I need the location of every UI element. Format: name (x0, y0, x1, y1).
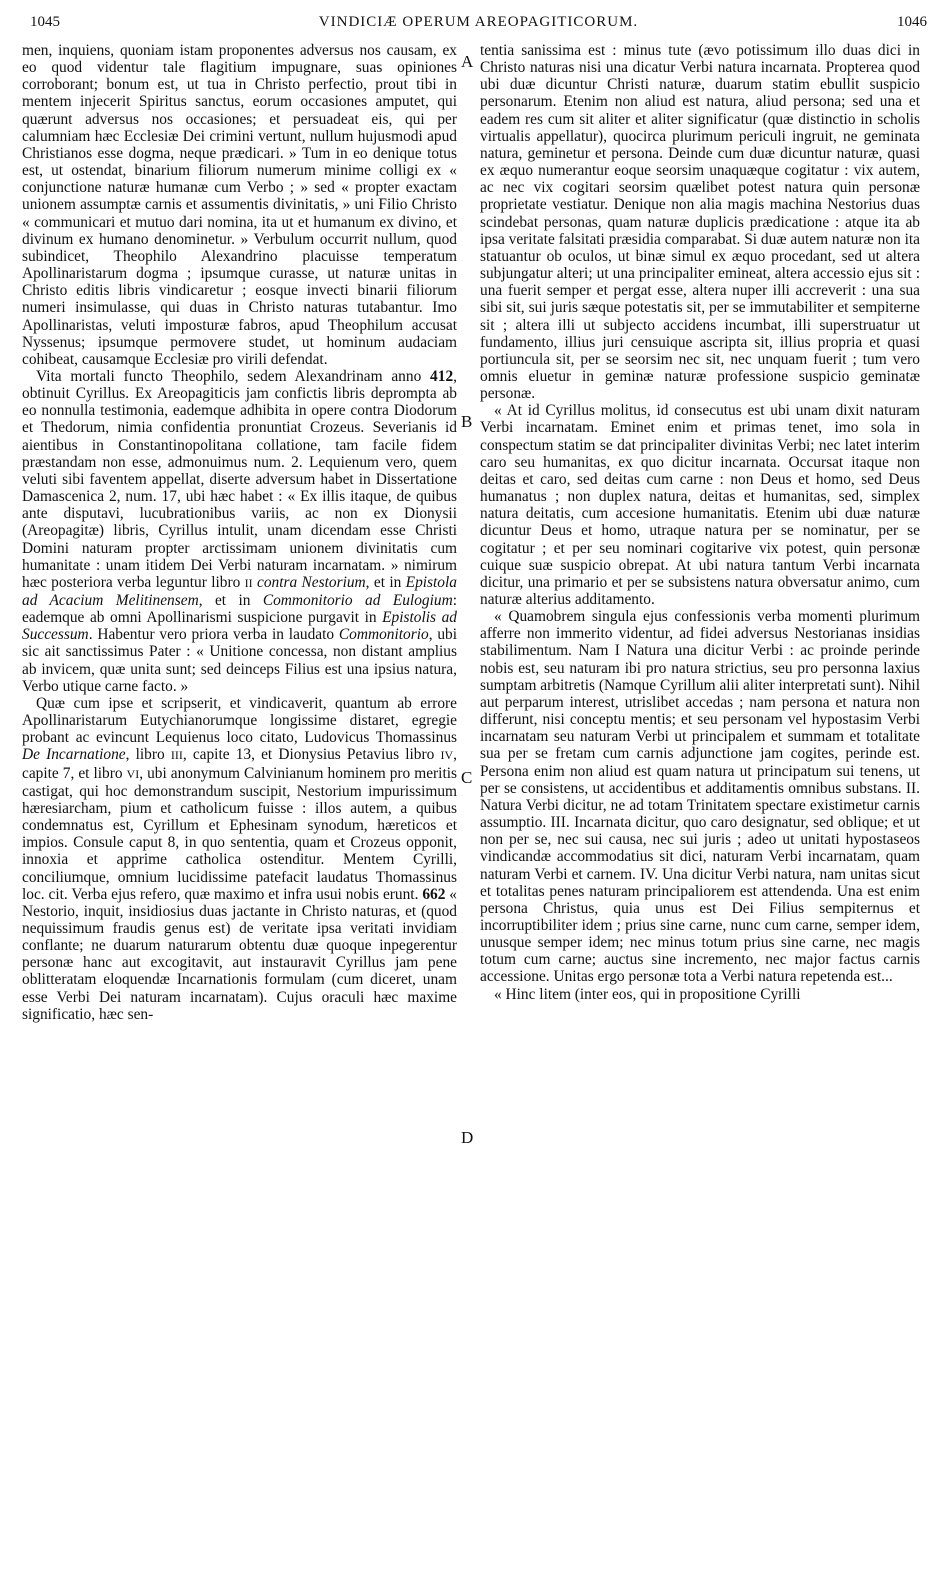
work-title: De Incarnatione (22, 746, 126, 764)
work-title: Commonitorio (338, 626, 429, 644)
left-paragraph-3: Quæ cum ipse et scripserit, et vindicaverit, quantum ab errore Apollinaristarum Eutychianorumque longissime distaret, egregie probant ac evincunt Lequienus loco citato, Ludovicus Thomassinus De Incarnatione, libro III, capite 13, et Dionysius Petavius libro IV, capite 7, et libro VI, ubi anonymum Calvinianum hominem pro meritis castigat, qui hoc demonstrandum suscipit, Nestorium impurissimum hæresiarcham, pium et catholicum fuisse : illos autem, a quibus condemnatus est, Cyrillum et Ephesinam synodum, hæreticos et impios. Consule caput 8, in quo sententia, quam et Crozeus opponit, innoxia et apprime catholica ostenditur. Mentem Cyrilli, conciliumque, omnium lucidissime patefacit laudatus Thomassinus loc. cit. Verba ejus refero, quæ maximo et infra usui nobis erunt. 662 « Nestorio, inquit, insidiosius duas jactante in Christo naturas, et (quod nequissimum fraudis genus est) de veritate ipsa veritati invidiam conflante; ne duarum naturarum obtentu duæ quoque inpegerentur personæ hanc aut excogitavit, aut instauravit Cyrillus jam pene oblitteratam eloquendæ Incarnationis formulam (cum diceret, unam esse Verbi Dei naturam incarnatam). Cujus oraculi hæc maxime significatio, hæc sen- (22, 694, 457, 1023)
right-paragraph-1: tentia sanissima est : minus tute (ævo potissimum illo duas dici in Christo naturas nisi una dicatur Verbi natura incarnata. Propterea quod ubi duæ dicuntur Christi naturæ, duarum statim ebullit suspicio personarum. Etenim non aliud est natura, aliud persona; sed una et eadem res cum sit aliter et aliter significatur (quæ distinctio in scholis virtualis appellatur), quocirca plurimum periculi ingruit, ne geminata natura, geminetur et persona. Deinde cum duæ dicuntur naturæ, quasi ex æquo numerantur eoque seorsim unaquæque cogitatur : vix autem, ac nec vix cogitari seorsim quælibet potest natura quin personæ proprietate vestiatur. Denique non alia magis machina Nestorius duas scindebat personas, quam naturæ duplicis prædicatione : atque ita ab ipsa veritate falsitati præsidia comparabat. Si duæ autem naturæ non ita statuantur ob oculos, ut binæ simul ex æquo procedant, sed ut altera subjungatur alteri; ut una principaliter emineat, altera accessio ejus sit : una fuerit semper et pergat esse, altera nuper illi accreverit : una sua sibi sit, sui juris sæque potestatis sit, per se immutabiliter et sempiterne sit ; altera illi ut subjecto accidens incumbat, illi superstruatur ut fundamento, illius juri censuique ascripta sit, illius propria et quasi portiuncula sit, per se seorsim nec sit, nec unquam fuerit ; tum vero omnis eluetur in geminæ naturæ professione suspicio geminatæ personæ. (480, 42, 920, 403)
work-title: Epistolis ad Successum (22, 609, 457, 644)
running-header (30, 14, 927, 36)
left-paragraph-2: Vita mortali functo Theophilo, sedem Alexandrinam anno 412, obtinuit Cyrillus. Ex Areopagiticis jam confictis libris deprompta ab eo nonnulla testimonia, eademque adhibita in opere contra Diodorum et Thedorum, nimia confidentia pronuntiat Crozeus. Severianis id aientibus in Constantinopolitana collatione, tam facile fidem præstandam non esse, admonuimus num. 2. Lequienum vero, quem veluti sibi faventem appellat, diserte adversum habet in Dissertatione Damascenica 2, num. 17, ubi hæc habet : « Ex illis itaque, de quibus ante disputavi, lucubrationibus variis, ac non ex Dionysii (Areopagitæ) libris, Cyrillus intulit, unam dicendam esse Christi Domini naturam propter arctissimam unionem divinitatis cum humanitate : unam itidem Dei Verbi naturam incarnatam. » nimirum hæc posteriora verba leguntur libro II contra Nestorium, et in Epistola ad Acacium Melitinensem, et in Commonitorio ad Eulogium: eademque ab omni Apollinarismi suspicione purgavit in Epistolis ad Successum. Habentur vero priora verba in laudato Commonitorio, ubi sic ait sanctissimus Pater : « Unitione concessa, non distant amplius ab invicem, quæ unita sunt; sed deinceps Filius est una ipsius natura, Verbo utique carne facto. » (22, 367, 457, 695)
margin-letter-c: C (461, 768, 473, 787)
work-title: Commonitorio ad Eulogium (262, 592, 453, 609)
margin-letter-b: B (461, 412, 473, 431)
work-title: contra Nestorium (257, 573, 366, 591)
running-title: VINDICIÆ OPERUM AREOPAGITICORUM. (318, 14, 639, 30)
left-paragraph-1: men, inquiens, quoniam istam proponentes adversus nos causam, ex eo quod videntur tale flagitium impugnare, suas opiniones corroborant; bonum est, ut tua in Christo perfectio, prout tibi in mentem injecerit Spiritus sanctus, eorum occasiones amputet, qui quærunt adversus nos occasiones; et persuadeat eis, qui per calumniam hæc Ecclesiæ Dei crimini vertunt, nullum hujusmodi apud Christianos esse dogma, neque prædicari. » Tum in eo denique totus est, ut ostendat, binarium filiorum numerum minime colligi ex « conjunctione naturæ humanæ cum Verbo ; » sed « propter exactam unionem assumptæ carnis et assumentis divinitatis, » uni Filio Christo « communicari et mutuo dari nomina, ita ut et humanum ex divino, et divinum ex humano denominetur. » Verbulum occurrit nullum, quod subindicet, Theophilo Alexandrino placuisse temperatum Apollinaristarum dogma ; ipsumque curasse, ut naturæ unitas in Christo editis libris vindicaretur ; eosque invecti binarii filiorum numeri insimulasse, qui duas in Christo naturas tutabantur. Imo Apollinaristas, veluti imposturæ fabros, apud Theophilum accusat Nyssenus; ipsumque permovere studet, ut hominum audaciam cohibeat, causamque Ecclesiæ pro virili defendat. (22, 42, 457, 368)
column-number: 662 (422, 885, 446, 903)
margin-letter-d: D (461, 1128, 474, 1147)
right-page-number: 1046 (897, 14, 927, 30)
work-title: Epistola ad Acacium Melitinensem (22, 573, 457, 609)
left-column (22, 42, 457, 1023)
year: 412 (430, 367, 454, 385)
right-paragraph-4: « Hinc litem (inter eos, qui in propositione Cyrilli (494, 985, 801, 1003)
left-page-number: 1045 (30, 14, 60, 30)
right-paragraph-3: « Quamobrem singula ejus confessionis verba momenti plurimum afferre non immerito videntur, ad fidei adversus Nestorianas insidias stabilimentum. Nam I Natura una dicitur Verbi : ac proinde perinde nobis est, seu naturam ibi pro natura strictius, seu pro personna laxius sumptam arbitretis (Namque Cyrillum alii aliter interpretati sunt). Nihil aut perparum interest, utrislibet accedas ; nam persona et natura non differunt, nisi conceptu mentis; et seu personam vel hypostasim Verbi incarnatam seu naturam Verbi ut principalem et summam et totalitate sua per se fretam cum carnis adjunctione jam cogites, perinde est. Persona enim non aliud est quam natura ut principatum sui tenens, ut per se consistens, ut accidentibus et additamentis omnibus substans. II. Natura Verbi dicitur, ne ad totam Trinitatem spectare existimetur carnis assumptio. III. Incarnata dicitur, quo caro designatur, sed oblique; et ut non per se, nec sui causa, nec sui juris ; adeo ut unitati hypostaseos vindicandæ accommodatius sit dici, naturam Verbi incarnatam, quam naturam Verbi et carnem. IV. Una dicitur Verbi natura, nam unitas sicut et totalitas penes naturam principaliorem est attendenda. Una est enim persona Christus, quia unus est Dei Filius sempiternus et incorruptibiliter idem ; prius sine carne, nunc cum carne, semper idem, unusque semper idem; nec minus totum prius sine carne, nec magis totum cum carne; auctus sine incremento, nec major factus carnis accessione. Unitas ergo personæ tota a Verbi natura repetenda est... (480, 608, 920, 986)
right-paragraph-2: « At id Cyrillus molitus, id consecutus est ubi unam dixit naturam Verbi incarnatam. Eminet enim et primas tenet, imo sola in conspectum statim se dat principaliter divinitas Verbi; nec latet interim caro seu humanitas, ex quo dicitur incarnata. Occursat itaque non deitas et caro, sed deitas cum carne : non Deus et homo, sed Deus humanatus ; non duplex natura, deitas et humanitas, sed, simplex natura deitatis, cum accesione humanitatis. Etenim ubi duæ naturæ dicuntur Deus et homo, utraque natura per se nominatur, per se cogitatur ; et per seu nominari cogitarive vix potest, quin personæ cuique suæ suspicio obrepat. At ubi natura tantum Verbi incarnata dicitur, una primario et per se subsistens natura obversatur animo, cum naturæ alterius additamento. (480, 402, 920, 608)
margin-letter-a: A (461, 52, 474, 71)
right-column (480, 42, 920, 1003)
